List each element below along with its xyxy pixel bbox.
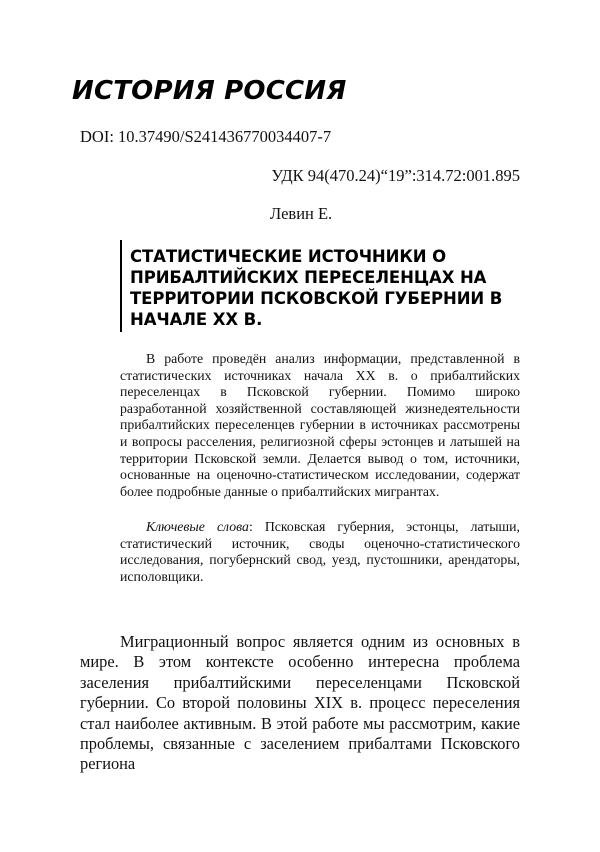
keywords-separator: :	[249, 519, 265, 534]
udk-line: УДК 94(470.24)“19”:314.72:001.895	[271, 166, 520, 186]
author-name: Левин Е.	[270, 204, 332, 224]
doi-line: DOI: 10.37490/S241436770034407-7	[80, 127, 331, 147]
keywords-list: Псковская губерния, эстонцы, латыши, статистический источник, своды оценочно-статистического исследования, погубернский свод, уезд, пустошники, арендаторы, исполовщики.	[120, 519, 520, 584]
abstract: В работе проведён анализ информации, представленной в статистических источниках начала XX в. о прибалтийских переселенцах в Псковской губернии. Помимо широко разработанной хозяйственной составляющей жизнедеятельности прибалтийских переселенцев губернии в источниках рассмотрены и вопросы расселения, религиозной сферы эстонцев и латышей на территории Псковской земли. Делается вывод о том, источники, основанные на оценочно-статистическом исследовании, содержат более подробные данные о прибалтийских мигрантах.	[120, 351, 520, 500]
keywords-label: Ключевые слова	[146, 519, 249, 534]
keywords	[120, 519, 520, 585]
section-title: ИСТОРИЯ РОССИЯ	[72, 76, 346, 106]
article-title-block	[120, 240, 522, 332]
body-paragraph: Миграционный вопрос является одним из основных в мире. В этом контексте особенно интересна проблема заселения прибалтийскими переселенцами Псковской губернии. Со второй половины XIX в. процесс переселения стал наиболее активным. В этой работе мы рассмотрим, какие проблемы, связанные с заселением прибалтами Псковского региона	[80, 632, 520, 775]
article-title: СТАТИСТИЧЕСКИЕ ИСТОЧНИКИ О ПРИБАЛТИЙСКИХ ПЕРЕСЕЛЕНЦАХ НА ТЕРРИТОРИИ ПСКОВСКОЙ ГУБЕРНИИ В НАЧАЛЕ XX В.	[122, 240, 522, 330]
